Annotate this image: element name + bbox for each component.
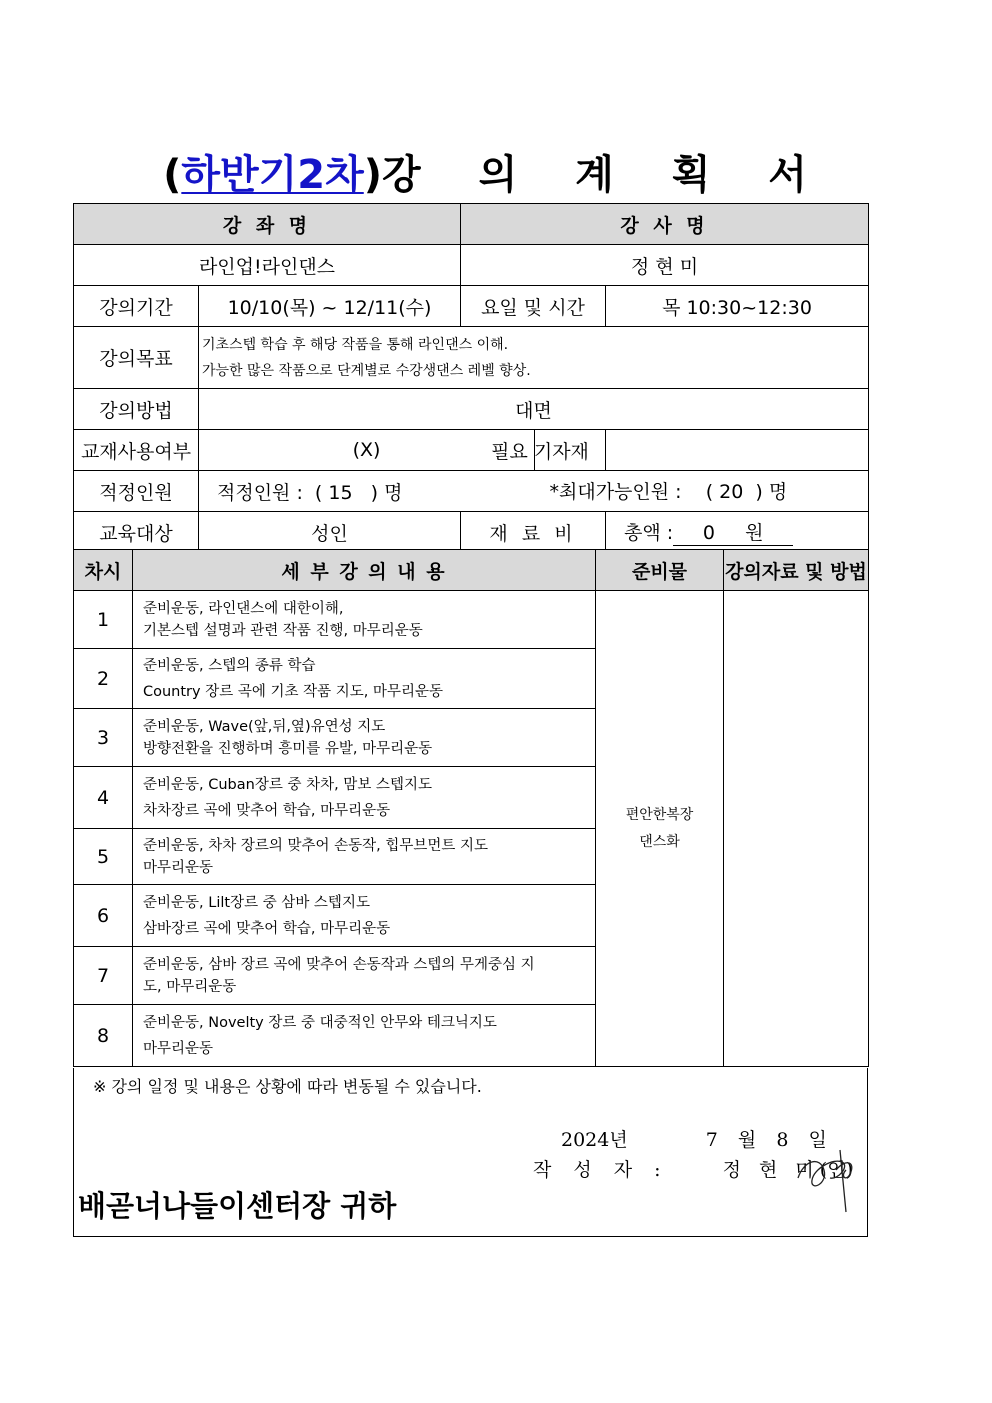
document-date: [561, 1125, 827, 1152]
prep-header: 준비물: [596, 550, 724, 591]
capacity-value: [199, 471, 869, 512]
title-highlight: 하반기2차: [181, 152, 364, 198]
prep-item: 댄스화: [639, 833, 680, 850]
session-line: 차차장르 곡에 맞추어 학습, 마무리운동: [143, 802, 391, 819]
period-value: 10/10(목) ~ 12/11(수): [199, 286, 461, 327]
session-line: 준비운동, 삼바 장르 곡에 맞추어 손동작과 스텝의 무게중심 지: [143, 956, 535, 973]
textbook-value: (X): [199, 430, 535, 471]
session-line: 준비운동, Novelty 장르 중 대중적인 안무와 테크닉지도: [143, 1014, 497, 1031]
capacity-label: 적정인원: [74, 471, 199, 512]
session-line: 마무리운동: [143, 859, 214, 876]
schedule-note: ※ 강의 일정 및 내용은 상황에 따라 변동될 수 있습니다.: [93, 1077, 482, 1096]
goal-line-1: 기초스텝 학습 후 해당 작품을 통해 라인댄스 이해.: [202, 336, 509, 353]
method-value: 대면: [199, 389, 869, 430]
session-content: [133, 709, 596, 767]
session-content: [133, 947, 596, 1005]
session-num: 1: [74, 591, 133, 649]
signature-icon: [790, 1140, 860, 1215]
session-line: 마무리운동: [143, 1040, 214, 1057]
session-num: 8: [74, 1005, 133, 1067]
session-header: 차시: [74, 550, 133, 591]
session-line: 준비운동, 라인댄스에 대한이해,: [143, 600, 344, 617]
session-line: 준비운동, Wave(앞,뒤,옆)유연성 지도: [143, 718, 386, 735]
goal-line-2: 가능한 많은 작품으로 단계별로 수강생댄스 레벨 향상.: [202, 362, 531, 379]
session-num: 4: [74, 767, 133, 829]
prep-cell: [596, 591, 724, 1067]
capacity-max: *최대가능인원 : ( 20 ) 명: [549, 480, 788, 503]
title-open: (: [163, 152, 182, 198]
date-day: 8: [776, 1129, 789, 1151]
schedule-table: [73, 549, 869, 1067]
daytime-label: 요일 및 시간: [461, 286, 606, 327]
session-content: [133, 591, 596, 649]
info-table: [73, 203, 869, 553]
goal-label: 강의목표: [74, 327, 199, 389]
instructor-name: 정 현 미: [461, 245, 869, 286]
title-close: ): [363, 152, 383, 198]
target-value: 성인: [199, 512, 461, 553]
equipment-label: 필요 기자재: [491, 440, 589, 463]
textbook-label: 교재사용여부: [74, 430, 199, 471]
session-line: 방향전환을 진행하며 흥미를 유발, 마무리운동: [143, 740, 433, 757]
session-content: [133, 829, 596, 885]
session-num: 7: [74, 947, 133, 1005]
author-label: 작 성 자 :: [533, 1159, 669, 1181]
session-line: 준비운동, 차차 장르의 맞추어 손동작, 힙무브먼트 지도: [143, 837, 489, 854]
session-line: 도, 마무리운동: [143, 978, 237, 995]
material-header: 강의자료 및 방법: [724, 550, 869, 591]
course-name: 라인업!라인댄스: [74, 245, 461, 286]
session-line: 준비운동, 스텝의 종류 학습: [143, 657, 316, 674]
fee-total-label: 총액 :: [624, 522, 674, 544]
equipment-label-cell: [491, 430, 606, 471]
course-name-label: 강 좌 명: [74, 204, 461, 245]
target-label: 교육대상: [74, 512, 199, 553]
author-name: 정 현 미: [722, 1159, 820, 1181]
session-line: 삼바장르 곡에 맞추어 학습, 마무리운동: [143, 920, 391, 937]
fee-value: [606, 512, 869, 553]
prep-item: 편안한복장: [625, 806, 694, 823]
equipment-value: [606, 430, 869, 471]
title-rest: 강 의 계 획 서: [382, 152, 829, 198]
session-num: 3: [74, 709, 133, 767]
fee-amount: 0 원: [673, 518, 793, 546]
date-month: 7: [705, 1129, 718, 1151]
session-line: 준비운동, Cuban장르 중 차차, 맘보 스텝지도: [143, 776, 432, 793]
session-num: 5: [74, 829, 133, 885]
date-day-unit: 일: [808, 1129, 827, 1151]
capacity-normal: 적정인원 : ( 15 ) 명: [217, 481, 403, 504]
session-content: [133, 885, 596, 947]
session-content: [133, 649, 596, 709]
method-label: 강의방법: [74, 389, 199, 430]
period-label: 강의기간: [74, 286, 199, 327]
session-num: 6: [74, 885, 133, 947]
content-header: 세 부 강 의 내 용: [133, 550, 596, 591]
date-year: 2024년: [561, 1129, 628, 1151]
recipient: 배곧너나들이센터장 귀하: [78, 1189, 397, 1223]
session-content: [133, 1005, 596, 1067]
page-title: [0, 143, 992, 200]
session-content: [133, 767, 596, 829]
session-num: 2: [74, 649, 133, 709]
daytime-value: 목 10:30~12:30: [606, 286, 869, 327]
material-cell: [724, 591, 869, 1067]
goal-value: [199, 327, 869, 389]
fee-label: 재 료 비: [461, 512, 606, 553]
date-month-unit: 월: [737, 1129, 757, 1151]
instructor-label: 강 사 명: [461, 204, 869, 245]
session-line: 준비운동, Lilt장르 중 삼바 스텝지도: [143, 894, 370, 911]
session-line: Country 장르 곡에 기초 작품 지도, 마무리운동: [143, 683, 443, 700]
author-seal: (인): [819, 1159, 853, 1181]
session-line: 기본스텝 설명과 관련 작품 진행, 마무리운동: [143, 622, 423, 639]
